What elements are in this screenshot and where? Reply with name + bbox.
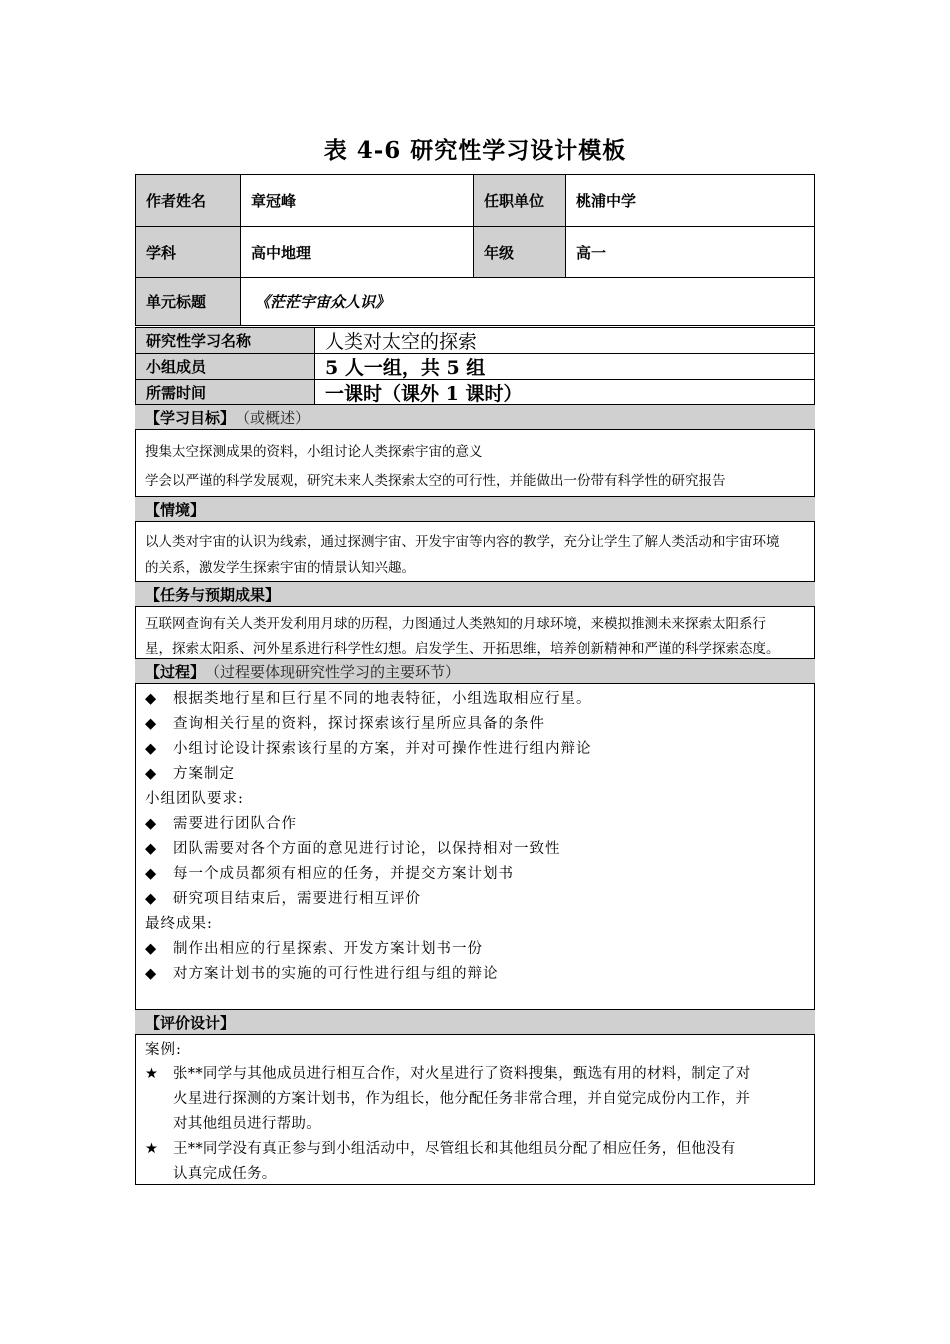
- team-item-4: ◆ 研究项目结束后，需要进行相互评价: [145, 891, 421, 907]
- diamond-icon: ◆: [145, 691, 158, 707]
- case-label: 案例:: [145, 1042, 182, 1058]
- process-header: [135, 658, 815, 684]
- topic-value: 《茫茫宇宙众人识》: [255, 293, 391, 311]
- star-icon: ★: [145, 1066, 159, 1082]
- group-value: 5 人一组，共 5 组: [325, 357, 486, 379]
- case-1-line-2: 火星进行探测的方案计划书，作为组长，他分配任务非常合理，并自觉完成份内工作，并: [173, 1091, 751, 1107]
- process-step-3: ◆ 小组讨论设计探索该行星的方案，并对可操作性进行组内辩论: [145, 741, 592, 757]
- case-2-line-2: 认真完成任务。: [173, 1166, 277, 1182]
- info-table: [135, 174, 815, 326]
- group-label: 小组成员: [136, 354, 314, 379]
- process-header-title: 【过程】: [145, 662, 206, 681]
- diamond-icon: ◆: [145, 716, 158, 732]
- diamond-icon: ◆: [145, 966, 158, 982]
- diamond-icon: ◆: [145, 841, 158, 857]
- team-label: 小组团队要求:: [145, 791, 244, 807]
- time-label: 所需时间: [136, 380, 314, 404]
- process-step-2: ◆ 查询相关行星的资料，探讨探索该行星所应具备的条件: [145, 716, 545, 732]
- situation-line-1: 以人类对宇宙的认识为线索，通过探测宇宙、开发宇宙等内容的教学，充分让学生了解人类活动和宇宙环境: [145, 534, 780, 550]
- situation-header: [135, 496, 815, 522]
- diamond-icon: ◆: [145, 866, 158, 882]
- process-step-4: ◆ 方案制定: [145, 766, 235, 782]
- unit-label: 任职单位: [474, 175, 565, 226]
- goals-header-title: 【学习目标】: [145, 408, 236, 427]
- goals-header: [135, 404, 815, 430]
- subject-value: 高中地理: [251, 243, 312, 262]
- evaluation-header: [135, 1009, 815, 1035]
- topic-label: 单元标题: [136, 278, 240, 325]
- grade-value: 高一: [576, 243, 607, 262]
- result-item-1: ◆ 制作出相应的行星探索、开发方案计划书一份: [145, 941, 483, 957]
- diamond-icon: ◆: [145, 941, 158, 957]
- diamond-icon: ◆: [145, 741, 158, 757]
- evaluation-header-title: 【评价设计】: [145, 1013, 236, 1032]
- process-step-1: ◆ 根据类地行星和巨行星不同的地表特征，小组选取相应行星。: [145, 691, 592, 707]
- task-line-1: 互联网查询有关人类开发利用月球的历程，力图通过人类熟知的月球环境，来模拟推测未来探索太阳系行: [145, 616, 766, 632]
- team-item-3: ◆ 每一个成员都须有相应的任务，并提交方案计划书: [145, 866, 514, 882]
- subject-label: 学科: [136, 227, 240, 277]
- situation-line-2: 的关系，激发学生探索宇宙的情景认知兴趣。: [145, 560, 415, 576]
- result-label: 最终成果:: [145, 916, 213, 932]
- result-item-2: ◆ 对方案计划书的实施的可行性进行组与组的辩论: [145, 966, 499, 982]
- case-1-line-3: 对其他组员进行帮助。: [173, 1116, 321, 1132]
- diamond-icon: ◆: [145, 816, 158, 832]
- goals-header-note: （或概述）: [235, 408, 311, 427]
- situation-header-title: 【情境】: [145, 500, 206, 519]
- task-header-title: 【任务与预期成果】: [145, 585, 281, 604]
- star-icon: ★: [145, 1141, 159, 1157]
- page-title: 表 4-6 研究性学习设计模板: [323, 137, 627, 164]
- study-name-value: 人类对太空的探索: [325, 331, 478, 353]
- study-name-label: 研究性学习名称: [136, 328, 314, 353]
- diamond-icon: ◆: [145, 766, 158, 782]
- case-2-line-1: ★ 王**同学没有真正参与到小组活动中，尽管组长和其他组员分配了相应任务，但他没有: [145, 1141, 736, 1157]
- unit-value: 桃浦中学: [576, 192, 637, 210]
- team-item-1: ◆ 需要进行团队合作: [145, 816, 297, 832]
- task-header: [135, 581, 815, 607]
- author-label: 作者姓名: [136, 175, 240, 226]
- process-header-note: （过程要体现研究性学习的主要环节）: [205, 662, 461, 681]
- author-value: 章冠峰: [251, 192, 297, 210]
- time-value: 一课时（课外 1 课时）: [325, 382, 523, 405]
- goals-line-2: 学会以严谨的科学发展观，研究未来人类探索太空的可行性，并能做出一份带有科学性的研究报告: [145, 473, 726, 489]
- diamond-icon: ◆: [145, 891, 158, 907]
- goals-line-1: 搜集太空探测成果的资料，小组讨论人类探索宇宙的意义: [145, 444, 483, 460]
- task-line-2: 星，探索太阳系、河外星系进行科学性幻想。启发学生、开拓思维，培养创新精神和严谨的科学探索态度。: [145, 641, 780, 657]
- case-1-line-1: ★ 张**同学与其他成员进行相互合作，对火星进行了资料搜集，甄选有用的材料，制定了对: [145, 1066, 751, 1082]
- team-item-2: ◆ 团队需要对各个方面的意见进行讨论，以保持相对一致性: [145, 841, 561, 857]
- grade-label: 年级: [474, 227, 565, 277]
